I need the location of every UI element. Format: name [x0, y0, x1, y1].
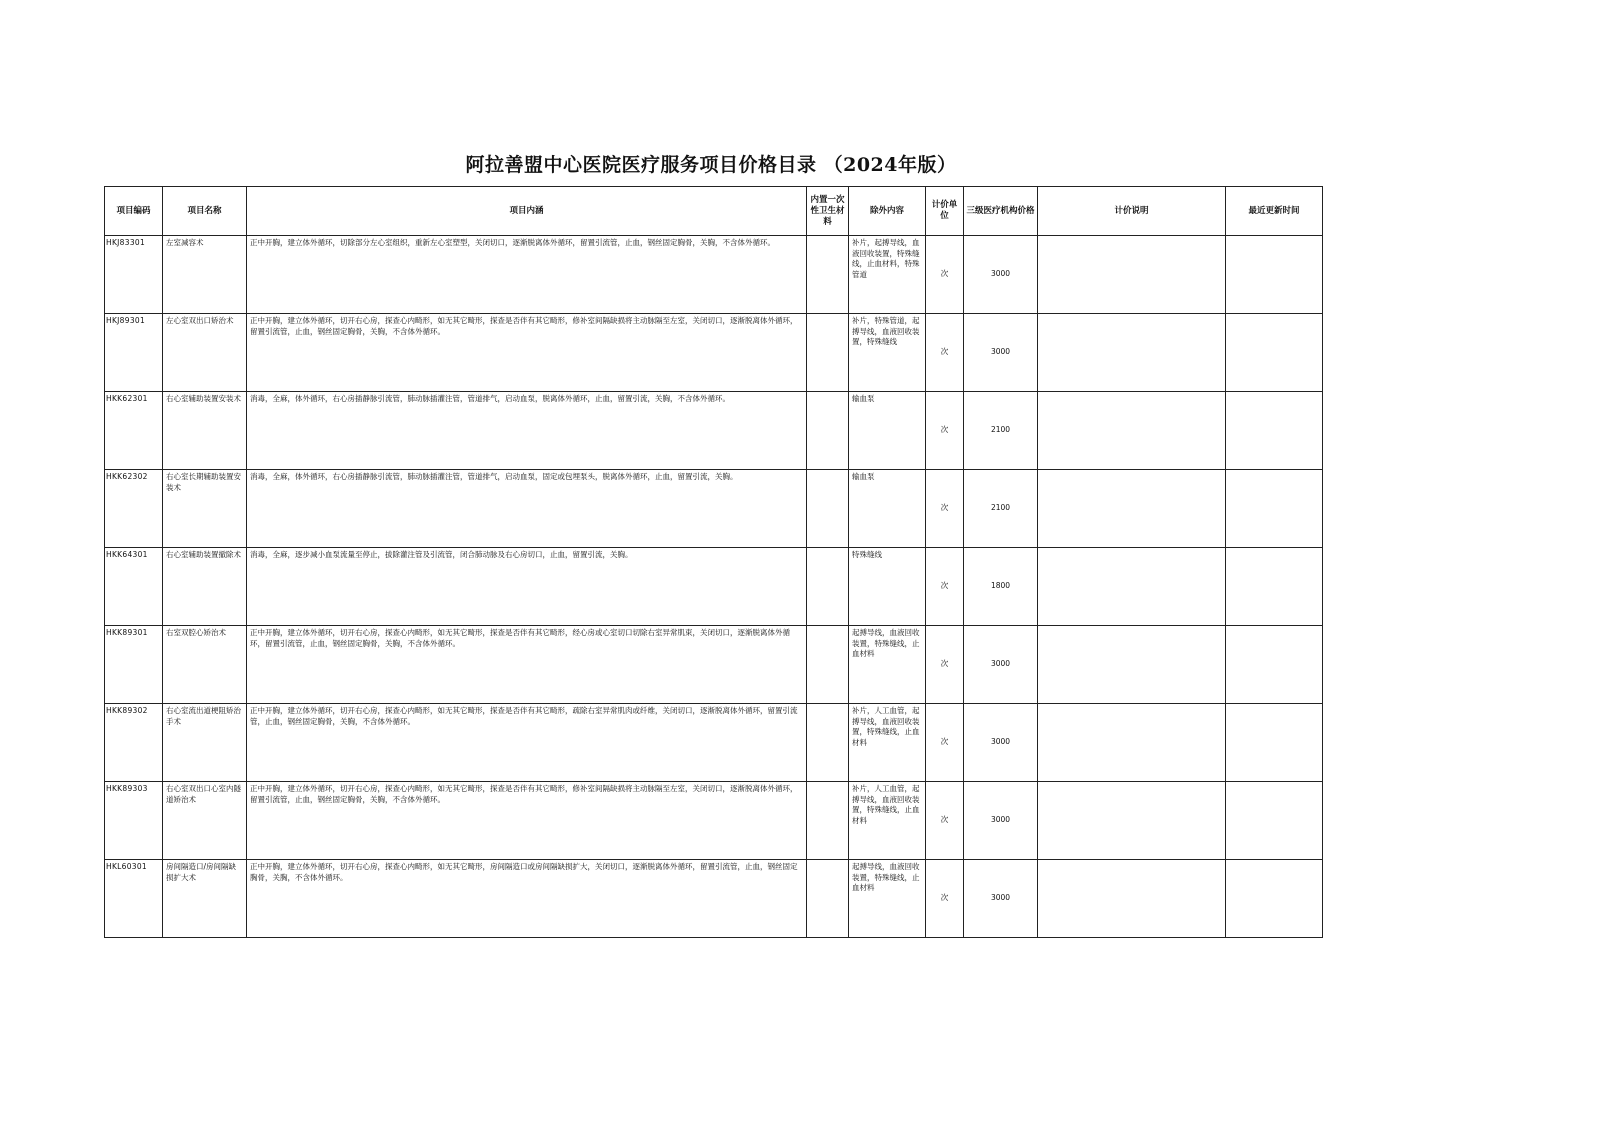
cell-consumables [807, 626, 849, 704]
cell-unit: 次 [926, 314, 964, 392]
cell-unit: 次 [926, 548, 964, 626]
cell-updated [1226, 860, 1323, 938]
cell-unit: 次 [926, 704, 964, 782]
cell-code: HKK62301 [105, 392, 163, 470]
cell-name: 右心室辅助装置安装术 [163, 392, 247, 470]
price-table [104, 186, 1323, 938]
cell-consumables [807, 236, 849, 314]
header-excluded: 除外内容 [849, 187, 926, 236]
cell-updated [1226, 704, 1323, 782]
cell-price: 1800 [964, 548, 1038, 626]
cell-name: 右室双腔心矫治术 [163, 626, 247, 704]
header-note: 计价说明 [1038, 187, 1226, 236]
cell-code: HKK89303 [105, 782, 163, 860]
cell-consumables [807, 470, 849, 548]
cell-name: 右心室双出口心室内隧道矫治术 [163, 782, 247, 860]
table-row [105, 392, 1323, 470]
cell-excluded: 起搏导线，血液回收装置，特殊缝线，止血材料 [849, 860, 926, 938]
header-price: 三级医疗机构价格 [964, 187, 1038, 236]
table-row [105, 236, 1323, 314]
table-row [105, 860, 1323, 938]
cell-price: 2100 [964, 392, 1038, 470]
cell-code: HKJ89301 [105, 314, 163, 392]
cell-code: HKK62302 [105, 470, 163, 548]
cell-updated [1226, 470, 1323, 548]
header-content: 项目内涵 [247, 187, 807, 236]
cell-name: 房间隔造口/房间隔缺损扩大术 [163, 860, 247, 938]
cell-updated [1226, 782, 1323, 860]
cell-code: HKK64301 [105, 548, 163, 626]
cell-content: 正中开胸，建立体外循环，切开右心房，探查心内畸形，如无其它畸形，探查是否伴有其它畸形，疏除右室异常肌肉或纤维，关闭切口，逐渐脱离体外循环，留置引流管，止血，钢丝固定胸骨，关胸，不含体外循环。 [247, 704, 807, 782]
cell-updated [1226, 236, 1323, 314]
cell-content: 正中开胸，建立体外循环，切除部分左心室组织，重新左心室塑型，关闭切口，逐渐脱离体外循环，留置引流管，止血，钢丝固定胸骨，关胸，不含体外循环。 [247, 236, 807, 314]
cell-note [1038, 782, 1226, 860]
cell-name: 左心室双出口矫治术 [163, 314, 247, 392]
table-row [105, 548, 1323, 626]
cell-content: 消毒，全麻，体外循环，右心房插静脉引流管，肺动脉插灌注管，管道排气，启动血泵，固定或包埋泵头，脱离体外循环，止血，留置引流，关胸。 [247, 470, 807, 548]
cell-price: 3000 [964, 782, 1038, 860]
cell-excluded: 补片，人工血管，起搏导线，血液回收装置，特殊缝线，止血材料 [849, 704, 926, 782]
header-unit: 计价单位 [926, 187, 964, 236]
cell-excluded: 输血泵 [849, 392, 926, 470]
cell-updated [1226, 626, 1323, 704]
table-row [105, 314, 1323, 392]
header-name: 项目名称 [163, 187, 247, 236]
cell-unit: 次 [926, 782, 964, 860]
cell-consumables [807, 782, 849, 860]
cell-consumables [807, 704, 849, 782]
cell-note [1038, 470, 1226, 548]
table-row [105, 470, 1323, 548]
cell-consumables [807, 314, 849, 392]
cell-code: HKK89301 [105, 626, 163, 704]
cell-content: 消毒，全麻，体外循环，右心房插静脉引流管，肺动脉插灌注管，管道排气，启动血泵，脱离体外循环，止血，留置引流，关胸，不含体外循环。 [247, 392, 807, 470]
cell-consumables [807, 860, 849, 938]
cell-name: 右心室辅助装置撤除术 [163, 548, 247, 626]
cell-excluded: 输血泵 [849, 470, 926, 548]
cell-unit: 次 [926, 626, 964, 704]
cell-unit: 次 [926, 470, 964, 548]
cell-excluded: 补片，起搏导线，血液回收装置，特殊缝线，止血材料，特殊管道 [849, 236, 926, 314]
cell-price: 3000 [964, 860, 1038, 938]
cell-note [1038, 548, 1226, 626]
cell-name: 右心室长期辅助装置安装术 [163, 470, 247, 548]
cell-updated [1226, 392, 1323, 470]
cell-name: 左室减容术 [163, 236, 247, 314]
header-code: 项目编码 [105, 187, 163, 236]
cell-price: 3000 [964, 236, 1038, 314]
cell-price: 3000 [964, 314, 1038, 392]
cell-content: 正中开胸，建立体外循环，切开右心房，探查心内畸形，如无其它畸形，探查是否伴有其它畸形，修补室间隔缺损将主动脉隔至左室，关闭切口，逐渐脱离体外循环，留置引流管，止血，钢丝固定胸骨，关胸，不含体外循环。 [247, 314, 807, 392]
table-row [105, 626, 1323, 704]
cell-unit: 次 [926, 860, 964, 938]
cell-note [1038, 236, 1226, 314]
cell-content: 正中开胸，建立体外循环，切开右心房，探查心内畸形，如无其它畸形，房间隔造口或房间隔缺损扩大，关闭切口，逐渐脱离体外循环，留置引流管，止血，钢丝固定胸骨，关胸，不含体外循环。 [247, 860, 807, 938]
cell-content: 正中开胸，建立体外循环，切开右心房，探查心内畸形，如无其它畸形，探查是否伴有其它畸形，修补室间隔缺损将主动脉隔至左室，关闭切口，逐渐脱离体外循环，留置引流管，止血，钢丝固定胸骨，关胸，不含体外循环。 [247, 782, 807, 860]
cell-note [1038, 860, 1226, 938]
cell-consumables [807, 548, 849, 626]
cell-unit: 次 [926, 392, 964, 470]
cell-code: HKL60301 [105, 860, 163, 938]
cell-updated [1226, 548, 1323, 626]
cell-consumables [807, 392, 849, 470]
cell-updated [1226, 314, 1323, 392]
cell-unit: 次 [926, 236, 964, 314]
cell-content: 正中开胸，建立体外循环，切开右心房，探查心内畸形，如无其它畸形，探查是否伴有其它畸形，经心房或心室切口切除右室异常肌束，关闭切口，逐渐脱离体外循环，留置引流管，止血，钢丝固定胸骨，关胸，不含体外循环。 [247, 626, 807, 704]
cell-price: 3000 [964, 626, 1038, 704]
cell-note [1038, 392, 1226, 470]
cell-code: HKJ83301 [105, 236, 163, 314]
cell-name: 右心室流出道梗阻矫治手术 [163, 704, 247, 782]
cell-price: 3000 [964, 704, 1038, 782]
table-row [105, 782, 1323, 860]
cell-excluded: 补片，特殊管道，起搏导线，血液回收装置，特殊缝线 [849, 314, 926, 392]
header-consumables: 内置一次性卫生材料 [807, 187, 849, 236]
cell-note [1038, 314, 1226, 392]
cell-code: HKK89302 [105, 704, 163, 782]
cell-content: 消毒，全麻，逐步减小血泵流量至停止，拔除灌注管及引流管，闭合肺动脉及右心房切口，止血，留置引流，关胸。 [247, 548, 807, 626]
table-header [105, 187, 1323, 236]
document-title: 阿拉善盟中心医院医疗服务项目价格目录 （2024年版） [465, 154, 957, 176]
cell-price: 2100 [964, 470, 1038, 548]
cell-excluded: 补片，人工血管，起搏导线，血液回收装置，特殊缝线，止血材料 [849, 782, 926, 860]
cell-excluded: 特殊缝线 [849, 548, 926, 626]
table-row [105, 704, 1323, 782]
table-body [105, 236, 1323, 938]
header-updated: 最近更新时间 [1226, 187, 1323, 236]
cell-excluded: 起搏导线，血液回收装置，特殊缝线，止血材料 [849, 626, 926, 704]
cell-note [1038, 704, 1226, 782]
cell-note [1038, 626, 1226, 704]
